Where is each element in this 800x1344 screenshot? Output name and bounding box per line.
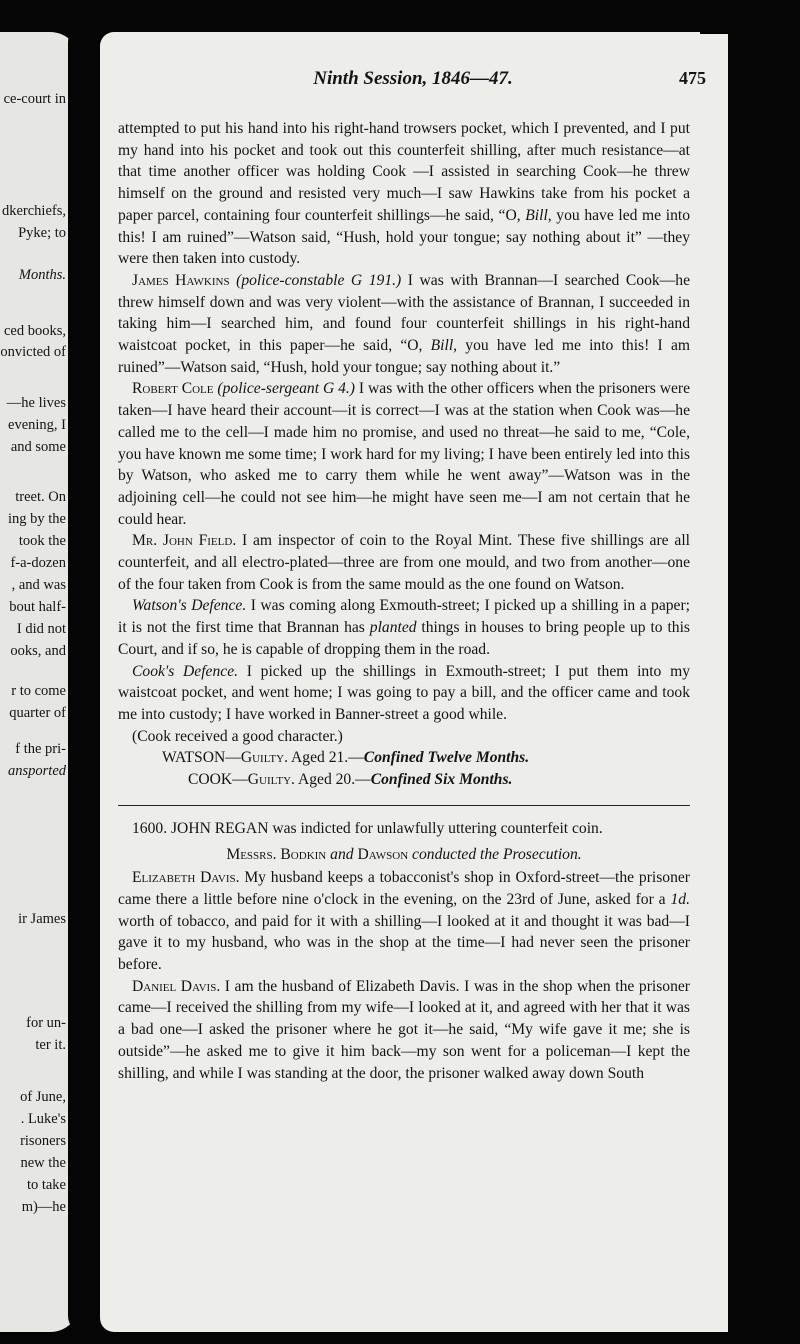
- left-page-fragment: Months.: [18, 267, 66, 283]
- left-page-fragment: dkerchiefs,: [1, 203, 66, 219]
- text-run: you have led me into this! I am ruined”—Watson said, “Hush, hold your tongue; say nothing about it” —they were then taken into custody.: [118, 206, 690, 268]
- witness-name: Mr. John Field.: [132, 532, 237, 550]
- text-run: I picked up the shillings in Exmouth-street; I put them into my waistcoat pocket, and went home; I was going to pay a bill, and the officer came and took me into custody; I have worked in Banner-street a good while.: [118, 662, 690, 723]
- text-run: conducted the Prosecution.: [408, 845, 582, 863]
- text-run: I was coming along Exmouth-street; I picked up a shilling in a paper; it is not the first time that Brannan has: [118, 597, 690, 637]
- sentence: Confined Six Months.: [370, 771, 513, 789]
- left-page-fragment: , and was: [11, 577, 66, 593]
- left-page-fragment: ing by the: [8, 511, 66, 527]
- defence-paragraph: [118, 661, 690, 726]
- text-run: Dawson: [357, 845, 409, 863]
- witness-name: Robert Cole: [132, 380, 214, 398]
- left-page-fragment: ansported: [8, 763, 66, 779]
- text-run: 1d.: [670, 890, 690, 908]
- left-page-fragment: f-a-dozen: [10, 555, 66, 571]
- text-run: WATSON—: [162, 749, 241, 767]
- left-page-fragment: ir James: [18, 911, 66, 927]
- text-run: you have led me into this! I am ruined”—Watson said, “Hush, hold your tongue; say nothing about it.”: [118, 337, 690, 376]
- text-run: Guilty.: [240, 749, 288, 767]
- left-page-fragment: Pyke; to: [18, 225, 66, 241]
- page-number: 475: [679, 68, 706, 88]
- text-run: attempted to put his hand into his right-hand trowsers pocket, which I prevented, and I put my hand into his pocket and took out this counterfeit shilling, after much resistance—at that time another officer was holding Cook —I assisted in searching Cook—he threw himself on the ground and resisted very much—I saw Hawkins take from his pocket a paper parcel, containing four counterfeit shillings—he said, “O,: [118, 120, 690, 224]
- text-run: worth of tobacco, and paid for it with a shilling—I looked at it and thought it was bad—I gave it to my husband, who was in the shop at the time—I had never seen the prisoner before.: [118, 912, 690, 974]
- section-divider: [118, 805, 690, 806]
- left-page-fragment: ooks, and: [10, 643, 66, 659]
- counsel-line: [118, 844, 690, 866]
- left-page-fragment: new the: [20, 1155, 66, 1171]
- text-run: I was with Brannan—I searched Cook—he threw himself down and was very violent—with the assistance of Brannan, I succeeded in taking him—I searched him, and found four counterfeit shillings in his right-hand waistcoat pocket, in this paper—he said, “O,: [118, 271, 690, 355]
- left-page-fragment: ced books,: [3, 323, 66, 339]
- defence-label: Cook's Defence.: [132, 662, 239, 680]
- text-run: and: [326, 845, 358, 863]
- scan-background-right: [728, 20, 800, 1344]
- left-page-fragment: f the pri-: [15, 741, 66, 757]
- witness-role: (police-constable G 191.): [236, 271, 402, 289]
- left-page-fragment: r to come: [11, 683, 66, 699]
- character-note: (Cook received a good character.): [132, 727, 343, 745]
- text-run: I am the husband of Elizabeth Davis. I was in the shop when the prisoner came—I received the shilling from my wife—I looked at it, and agreed with her that it was a bad one—I asked the prisoner where he got it—he said, “My wife gave it me; she is outside”—he asked me to give it him back—my son went for a policeman—I kept the shilling, and while I was standing at the door, the prisoner walked away down South: [118, 977, 690, 1082]
- sentence: Confined Twelve Months.: [363, 749, 530, 767]
- left-page-fragment: onvicted of: [0, 344, 66, 360]
- text-run: I am inspector of coin to the Royal Mint. These five shillings are all counterfeit, and all electro-plated—three are from one mould, and two from another—one of the four taken from Cook is from the same mould as the one found on Watson.: [118, 532, 690, 593]
- left-page-fragment: —he lives: [6, 395, 66, 411]
- witness-role: (police-sergeant G 4.): [217, 380, 356, 398]
- left-page-fragment: took the: [18, 533, 66, 549]
- testimony-paragraph: [118, 118, 690, 270]
- text-run: I was with the other officers when the prisoners were taken—I have heard their account—it is correct—I was at the station when Cook was—he called me to the cell—I made him no promise, and used no threat—he said to me, “Cole, you have known me some time; I work hard for my living; I have been entirely led into this by Watson, who asked me to carry them while he went away”—Watson was in the adjoining cell—he could not see him—he might have seen me—I am not certain that he could hear.: [118, 380, 691, 528]
- text-run: planted: [369, 619, 417, 637]
- text-run: Bill,: [430, 337, 458, 355]
- testimony-paragraph: [118, 976, 690, 1085]
- testimony-paragraph: [118, 270, 690, 379]
- text-run: Aged 20.—: [294, 771, 371, 789]
- left-page-fragment: evening, I: [8, 417, 66, 433]
- testimony-paragraph: [118, 867, 690, 976]
- testimony-paragraph: [118, 378, 690, 530]
- left-page-fragment: risoners: [20, 1133, 66, 1149]
- left-page-fragment: to take: [26, 1177, 66, 1193]
- text-run: Guilty.: [247, 771, 295, 789]
- page-header: [118, 68, 708, 94]
- case-heading: [118, 818, 690, 840]
- witness-name: Daniel Davis.: [132, 977, 221, 995]
- defence-label: Watson's Defence.: [132, 597, 247, 615]
- testimony-paragraph: [118, 530, 690, 595]
- left-page-fragment: bout half-: [9, 599, 66, 615]
- verdict-line: [118, 769, 690, 791]
- text-run: My husband keeps a tobacconist's shop in Oxford-street—the prisoner came there a little before nine o'clock in the evening, on the 23rd of June, asked for a: [118, 869, 691, 908]
- witness-name: James Hawkins: [132, 271, 230, 289]
- left-page-fragment: of June,: [20, 1089, 66, 1105]
- left-page-fragment: I did not: [16, 621, 66, 637]
- text-run: COOK—: [188, 771, 248, 789]
- text-run: things in houses to bring people up to this Court, and if so, he is capable of dropping them in the road.: [118, 619, 690, 658]
- left-page-fragment: ter it.: [35, 1037, 66, 1053]
- text-run: Bill,: [525, 206, 552, 224]
- witness-name: Elizabeth Davis.: [132, 869, 240, 887]
- text-run: Aged 21.—: [287, 749, 364, 767]
- text-run: Messrs. Bodkin: [226, 845, 327, 863]
- left-page-fragment: and some: [10, 439, 66, 455]
- left-page-fragment: treet. On: [15, 489, 66, 505]
- running-title: Ninth Session, 1846—47.: [313, 68, 513, 89]
- verdict-line: [118, 747, 690, 769]
- left-page-fragment: . Luke's: [20, 1111, 66, 1127]
- left-page-fragment: m)—he: [21, 1199, 66, 1215]
- defence-paragraph: [118, 595, 690, 660]
- left-page-fragment: quarter of: [9, 705, 66, 721]
- page-body: [118, 118, 690, 1084]
- case-number: 1600.: [132, 819, 168, 837]
- left-page-fragment: ce-court in: [3, 91, 66, 107]
- left-page-fragment: for un-: [26, 1015, 66, 1031]
- text-run: JOHN REGAN was indicted for unlawfully uttering counterfeit coin.: [167, 819, 603, 837]
